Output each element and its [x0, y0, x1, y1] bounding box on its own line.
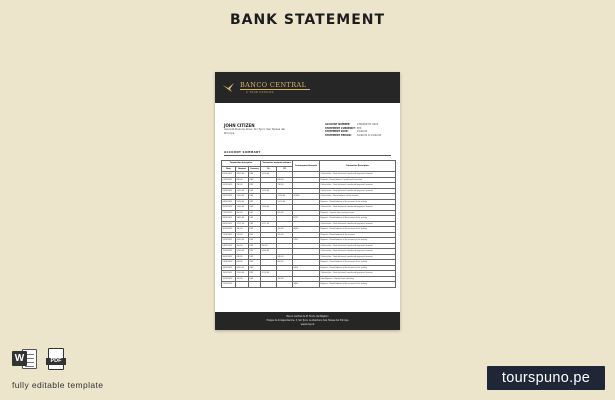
account-label: STATEMENT PERIOD:: [325, 133, 352, 137]
table-cell: USD: [249, 243, 261, 249]
table-cell: USD: [249, 194, 261, 200]
bank-name-underline: [240, 89, 310, 90]
pdf-badge: PDF: [46, 358, 66, 365]
table-cell: 03/02/2022: [222, 194, 236, 200]
page-title: BANK STATEMENT: [229, 12, 386, 28]
footer-line: www.bcsp.st: [300, 322, 315, 326]
table-cell: 3,230.00: [236, 172, 249, 178]
table-cell: 3,450.00: [236, 216, 249, 222]
table-cell: 3,000.00: [261, 249, 277, 255]
summary-divider: [224, 155, 391, 156]
table-cell: 1,230.00: [277, 194, 293, 200]
customer-name: JOHN CITIZEN: [224, 123, 255, 128]
transaction-description-cell: Payment - Dorsal balance of the account of the activity: [320, 260, 396, 266]
table-cell: 1,230.00: [261, 172, 277, 178]
transaction-description-cell: Collectivities - Cash delivered, transferred (payment) account: [320, 249, 396, 255]
column-header: Currency: [250, 167, 259, 170]
table-cell: 245.00: [277, 254, 293, 260]
table-cell: 14/02/2022: [222, 243, 236, 249]
transaction-description-cell: Payment - Dorsal balance of the account of the activity: [320, 265, 396, 271]
table-cell: 8776: [293, 216, 320, 222]
format-icons: [12, 348, 66, 370]
account-value: 2300000371 0022: [357, 123, 379, 126]
statement-preview: [215, 72, 400, 330]
table-cell: 17/02/2022: [222, 260, 236, 266]
table-cell: 08/02/2022: [222, 216, 236, 222]
table-cell: USD: [249, 183, 261, 189]
table-cell: USD: [249, 216, 261, 222]
transactions-body: [222, 172, 396, 288]
table-cell: 19/02/2022: [222, 271, 236, 277]
pdf-icon: [46, 348, 66, 370]
table-cell: 700.00: [236, 276, 249, 282]
table-cell: 245.00: [236, 254, 249, 260]
table-cell: 1,100.00: [261, 271, 277, 277]
table-cell: USD: [249, 254, 261, 260]
table-cell: 5762: [293, 238, 320, 244]
bank-footer: [215, 312, 400, 330]
table-cell: 590.00: [236, 177, 249, 183]
bank-header: [215, 72, 400, 103]
table-cell: [249, 282, 261, 288]
column-group-header: Transaction amounts columns: [262, 162, 291, 165]
table-cell: USD: [249, 221, 261, 227]
table-cell: 3490: [293, 282, 320, 288]
table-cell: 200.00: [236, 210, 249, 216]
table-cell: 225.00: [277, 232, 293, 238]
table-cell: 18/02/2022: [222, 265, 236, 271]
table-cell: 1,230.00: [277, 199, 293, 205]
transaction-description-cell: Payment - Dorsal balance of the account of the activity: [320, 238, 396, 244]
table-cell: 1,100.00: [236, 271, 249, 277]
table-cell: 3424: [293, 265, 320, 271]
table-cell: 11/02/2022: [222, 232, 236, 238]
column-header: Dr: [261, 166, 277, 172]
table-cell: 07/02/2022: [222, 210, 236, 216]
account-label: ACCOUNT NUMBER:: [325, 123, 351, 126]
account-row: [325, 134, 397, 138]
table-cell: 4,500.00: [236, 265, 249, 271]
table-cell: USD: [249, 271, 261, 277]
table-cell: 1,000.00: [236, 205, 249, 211]
table-cell: 150.00: [236, 227, 249, 233]
word-icon: [12, 348, 38, 370]
transaction-description-cell: Payment - Dorsal balance of the account of the activity: [320, 227, 396, 233]
column-header: Date: [222, 166, 236, 172]
table-cell: 150.00: [261, 243, 277, 249]
table-cell: 03/02/2022: [222, 188, 236, 194]
table-cell: USD: [249, 238, 261, 244]
account-label: STATEMENT DATE:: [325, 130, 349, 134]
table-cell: 16/02/2022: [222, 254, 236, 260]
account-label: STATEMENT CURRENCY:: [325, 126, 356, 130]
transaction-description-cell: Deposits - Dorsal balance, transferred to account: [320, 177, 396, 183]
transaction-description-cell: Collectivities - Cash delivered, transferred (payment) account: [320, 172, 396, 178]
table-cell: USD: [249, 260, 261, 266]
table-cell: 650.00: [277, 260, 293, 266]
transaction-description-cell: Payment - Dorsal balance of the account of the activity: [320, 199, 396, 205]
table-cell: 05/02/2022: [222, 205, 236, 211]
table-cell: 650.00: [236, 260, 249, 266]
table-cell: 3,000.00: [236, 249, 249, 255]
transaction-description-cell: Collectivities - Cash delivered, transferred (payment) account: [320, 254, 396, 260]
table-cell: 88 45: [293, 227, 320, 233]
table-cell: 12/02/2022: [222, 238, 236, 244]
transactions-table: [221, 160, 396, 288]
table-cell: USD: [249, 205, 261, 211]
footer-line: Banco Central de El Fondo del Mejillon: [286, 314, 329, 318]
table-cell: [277, 282, 293, 288]
word-badge: W: [12, 351, 27, 366]
table-cell: USD: [249, 172, 261, 178]
table-cell: 1,111.00: [261, 221, 277, 227]
account-value: 21/02/22: [357, 130, 368, 134]
bird-logo-icon: [222, 82, 235, 93]
account-value: 01/02/22 to 21/02/22: [357, 133, 382, 137]
table-cell: USD: [249, 177, 261, 183]
column-group-header: Counterparty Accounts: [293, 161, 320, 172]
account-details: [325, 123, 397, 137]
summary-title: ACCOUNT SUMMARY: [224, 150, 261, 154]
table-cell: 1,230.00: [261, 188, 277, 194]
transaction-description-cell: Collectivities - Cash delivered, transferred (payment) account: [320, 271, 396, 277]
table-cell: 750.00: [236, 183, 249, 189]
transaction-description-cell: Collectivities - Cash delivered, transferred (payment) account: [320, 183, 396, 189]
transaction-description-cell: Collectivities - Cash delivered, transferred (payment) account: [320, 205, 396, 211]
table-cell: 1,000.00: [261, 205, 277, 211]
table-cell: 10/02/2022: [222, 227, 236, 233]
table-cell: USD: [249, 227, 261, 233]
table-cell: 750.00: [277, 183, 293, 189]
table-cell: 1,230.00: [236, 188, 249, 194]
bank-subtitle: A TOUR CATALOG: [246, 91, 274, 94]
table-cell: USD: [249, 210, 261, 216]
column-header: CR: [277, 166, 293, 172]
table-cell: 200.00: [277, 210, 293, 216]
account-value: EPS: [357, 126, 362, 130]
table-cell: 01/02/2022: [222, 172, 236, 178]
transaction-description-cell: Payment - Dorsal balance of the account of the activity: [320, 216, 396, 222]
table-cell: 42 456: [293, 194, 320, 200]
table-cell: 1,230.00: [236, 199, 249, 205]
table-cell: 1,230.00: [236, 194, 249, 200]
table-cell: 1,111.00: [236, 221, 249, 227]
table-cell: 3,350.00: [236, 238, 249, 244]
table-cell: USD: [249, 249, 261, 255]
table-cell: 225.00: [236, 232, 249, 238]
table-cell: [261, 282, 277, 288]
transaction-description-cell: Deposits - Transfer from saving account: [320, 210, 396, 216]
tagline: fully editable template: [12, 380, 104, 390]
table-cell: 15/02/2022: [222, 249, 236, 255]
transaction-description-cell: Collectivities - Cash delivered, transferred (payment) account: [320, 221, 396, 227]
table-cell: 21/02/2022: [222, 282, 236, 288]
table-cell: 01/02/2022: [222, 177, 236, 183]
customer-address: Avenida Buenos Aires, Sin Tyrol, San Teresa del Principe: [224, 128, 285, 135]
table-cell: USD: [249, 265, 261, 271]
table-cell: 02/02/2022: [222, 183, 236, 189]
column-header: Amount: [236, 166, 249, 172]
table-cell: 590.00: [277, 177, 293, 183]
transaction-description-cell: Deposits - Dorsal balance of the account: [320, 232, 396, 238]
table-cell: [236, 282, 249, 288]
table-cell: 150.00: [277, 227, 293, 233]
column-group-header: Transaction Description: [320, 161, 396, 172]
watermark-badge: tourspuno.pe: [487, 366, 605, 390]
table-cell: USD: [249, 188, 261, 194]
table-cell: 700.00: [277, 276, 293, 282]
table-cell: 20/02/2022: [222, 276, 236, 282]
table-cell: USD: [249, 276, 261, 282]
transaction-description-cell: Collectivities - Dorsal balance of the account: [320, 194, 396, 200]
table-cell: USD: [249, 232, 261, 238]
footer-line: Prospe de Independencia, 3, Sin Tyrol, La Abertura, San Teresa del Principe: [266, 318, 349, 322]
table-row: [222, 282, 396, 288]
table-cell: 04/02/2022: [222, 199, 236, 205]
bank-name: BANCO CENTRAL: [240, 81, 307, 89]
transaction-description-cell: Loan Payment - Transfer from checking: [320, 276, 396, 282]
table-cell: USD: [249, 199, 261, 205]
transaction-description-cell: Payment - Dorsal balance of the account of the activity: [320, 282, 396, 288]
transaction-description-cell: Collectivities - Cash delivered, transferred (payment) account: [320, 243, 396, 249]
table-cell: 150.00: [236, 243, 249, 249]
column-group-header: Transaction description: [222, 161, 261, 167]
transaction-description-cell: Collectivities - Cash delivered, transferred (payment) account: [320, 188, 396, 194]
table-cell: 09/02/2022: [222, 221, 236, 227]
